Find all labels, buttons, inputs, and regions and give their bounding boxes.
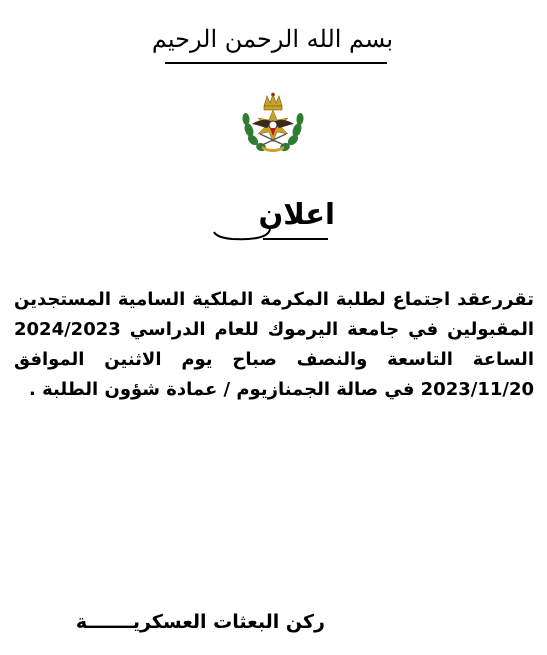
announcement-title: اعلان — [258, 197, 335, 231]
announcement-body: تقررعقد اجتماع لطلبة المكرمة الملكية السامية المستجدين المقبولين في جامعة اليرموك للعام الدراسي 2024/2023 الساعة التاسعة والنصف صباح يوم الاثنين الموافق 2023/11/20 في صالة الجمنازيوم / عمادة شؤون الطلبة . — [14, 289, 534, 400]
title-underline — [263, 238, 328, 240]
jordan-armed-forces-emblem-icon — [240, 92, 306, 154]
signature-military-missions: ركن البعثات العسكريـــــــة — [75, 611, 325, 633]
basmala-heading: بسم الله الرحمن الرحيم — [151, 25, 394, 53]
basmala-underline — [165, 62, 387, 64]
crown — [264, 93, 282, 110]
title-swash — [212, 226, 272, 242]
